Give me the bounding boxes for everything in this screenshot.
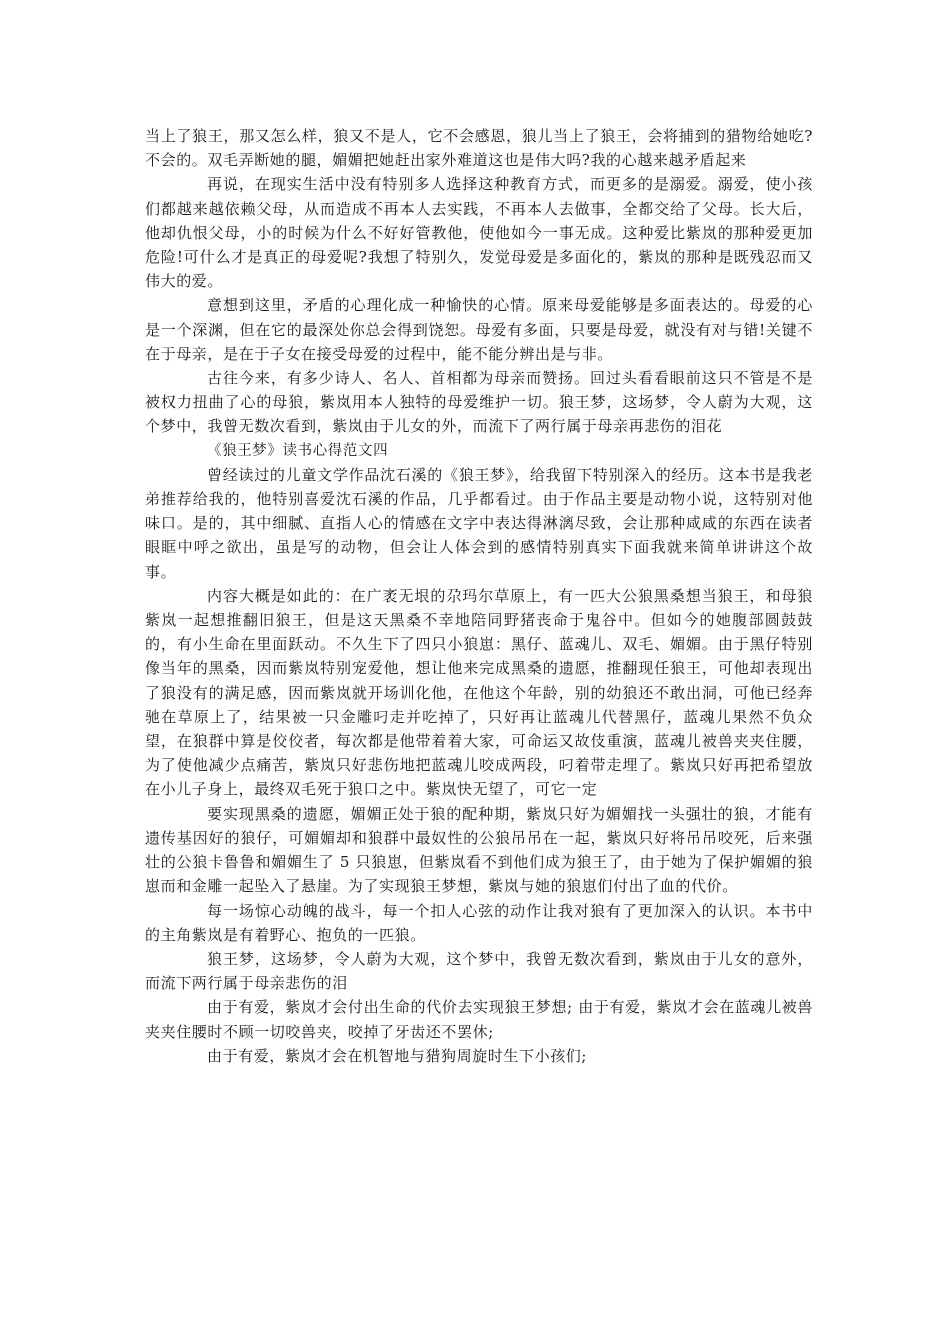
paragraph-1: 当上了狼王，那又怎么样，狼又不是人，它不会感恩，狼儿当上了狼王，会将捕到的猎物给她吃?不会的。双毛弄断她的腿，媚媚把她赶出家外难道这也是伟大吗?我的心越来越矛盾起来	[145, 127, 813, 170]
paragraph-9: 狼王梦，这场梦，令人蔚为大观，这个梦中，我曾无数次看到，紫岚由于儿女的意外，而流下两行属于母亲悲伤的泪	[145, 949, 813, 993]
paragraph-6: 内容大概是如此的：在广袤无垠的尕玛尔草原上，有一匹大公狼黑桑想当狼王，和母狼紫岚一起想推翻旧狼王，但是这天黑桑不幸地陪同野猪丧命于鬼谷中。但如今的她腹部圆鼓鼓的，有小生命在里面跃动。不久生下了四只小狼崽：黑仔、蓝魂儿、双毛、媚媚。由于黑仔特别像当年的黑桑，因而紫岚特别宠爱他，想让他来完成黑桑的遗愿，推翻现任狼王，可他却表现出了狼没有的满足感，因而紫岚就开场训化他，在他这个年龄，别的幼狼还不敢出洞，可他已经奔驰在草原上了，结果被一只金雕叼走并吃掉了，只好再让蓝魂儿代替黑仔，蓝魂儿果然不负众望，在狼群中算是佼佼者，每次都是他带着着大家，可命运又故伎重演，蓝魂儿被兽夹夹住腰，为了使他减少点痛苦，紫岚只好悲伤地把蓝魂儿咬成两段，叼着带走埋了。紫岚只好再把希望放在小儿子身上，最终双毛死于狼口之中。紫岚快无望了，可它一定	[145, 586, 813, 799]
paragraph-3: 意想到这里，矛盾的心理化成一种愉快的心情。原来母爱能够是多面表达的。母爱的心是一个深渊，但在它的最深处你总会得到饶恕。母爱有多面，只要是母爱，就没有对与错!关键不在于母亲，是在于子女在接受母爱的过程中，能不能分辨出是与非。	[145, 296, 813, 363]
document-body	[145, 124, 813, 1068]
paragraph-11: 由于有爱，紫岚才会在机智地与猎狗周旋时生下小孩们;	[207, 1046, 588, 1065]
paragraph-10: 由于有爱，紫岚才会付出生命的代价去实现狼王梦想; 由于有爱，紫岚才会在蓝魂儿被兽夹夹住腰时不顾一切咬兽夹，咬掉了牙齿还不罢休;	[145, 998, 813, 1041]
paragraph-7: 要实现黑桑的遗愿，媚媚正处于狼的配种期，紫岚只好为媚媚找一头强壮的狼，才能有遗传基因好的狼仔，可媚媚却和狼群中最奴性的公狼吊吊在一起，紫岚只好将吊吊咬死，后来强壮的公狼卡鲁鲁和媚媚生了 5 只狼崽，但紫岚看不到他们成为狼王了，由于她为了保护媚媚的狼崽而和金雕一起坠入了悬崖。为了实现狼王梦想，紫岚与她的狼崽们付出了血的代价。	[145, 804, 813, 896]
paragraph-4: 古往今来，有多少诗人、名人、首相都为母亲而赞扬。回过头看看眼前这只不管是不是被权力扭曲了心的母狼，紫岚用本人独特的母爱维护一切。狼王梦，这场梦，令人蔚为大观，这个梦中，我曾无数次看到，紫岚由于儿女的外，而流下了两行属于母亲再悲伤的泪花	[145, 369, 813, 436]
paragraph-5: 曾经读过的儿童文学作品沈石溪的《狼王梦》，给我留下特别深入的经历。这本书是我老弟推荐给我的，他特别喜爱沈石溪的作品，几乎都看过。由于作品主要是动物小说，这特别对他味口。是的，其中细腻、直指人心的情感在文字中表达得淋漓尽致，会让那种咸咸的东西在读者眼眶中呼之欲出，虽是写的动物，但会让人体会到的感情特别真实下面我就来简单讲讲这个故事。	[145, 465, 813, 581]
section-heading: 《狼王梦》读书心得范文四	[207, 442, 389, 459]
paragraph-2: 再说，在现实生活中没有特别多人选择这种教育方式，而更多的是溺爱。溺爱，使小孩们都越来越依赖父母，从而造成不再本人去实践，不再本人去做事，全都交给了父母。长大后，他却仇恨父母，小的时候为什么不好好管教他，使他如今一事无成。这种爱比紫岚的那种爱更加危险!可什么才是真正的母爱呢?我想了特别久，发觉母爱是多面化的，紫岚的那种是既残忍而又伟大的爱。	[145, 175, 813, 291]
paragraph-8: 每一场惊心动魄的战斗，每一个扣人心弦的动作让我对狼有了更加深入的认识。本书中的主角紫岚是有着野心、抱负的一匹狼。	[145, 901, 813, 944]
